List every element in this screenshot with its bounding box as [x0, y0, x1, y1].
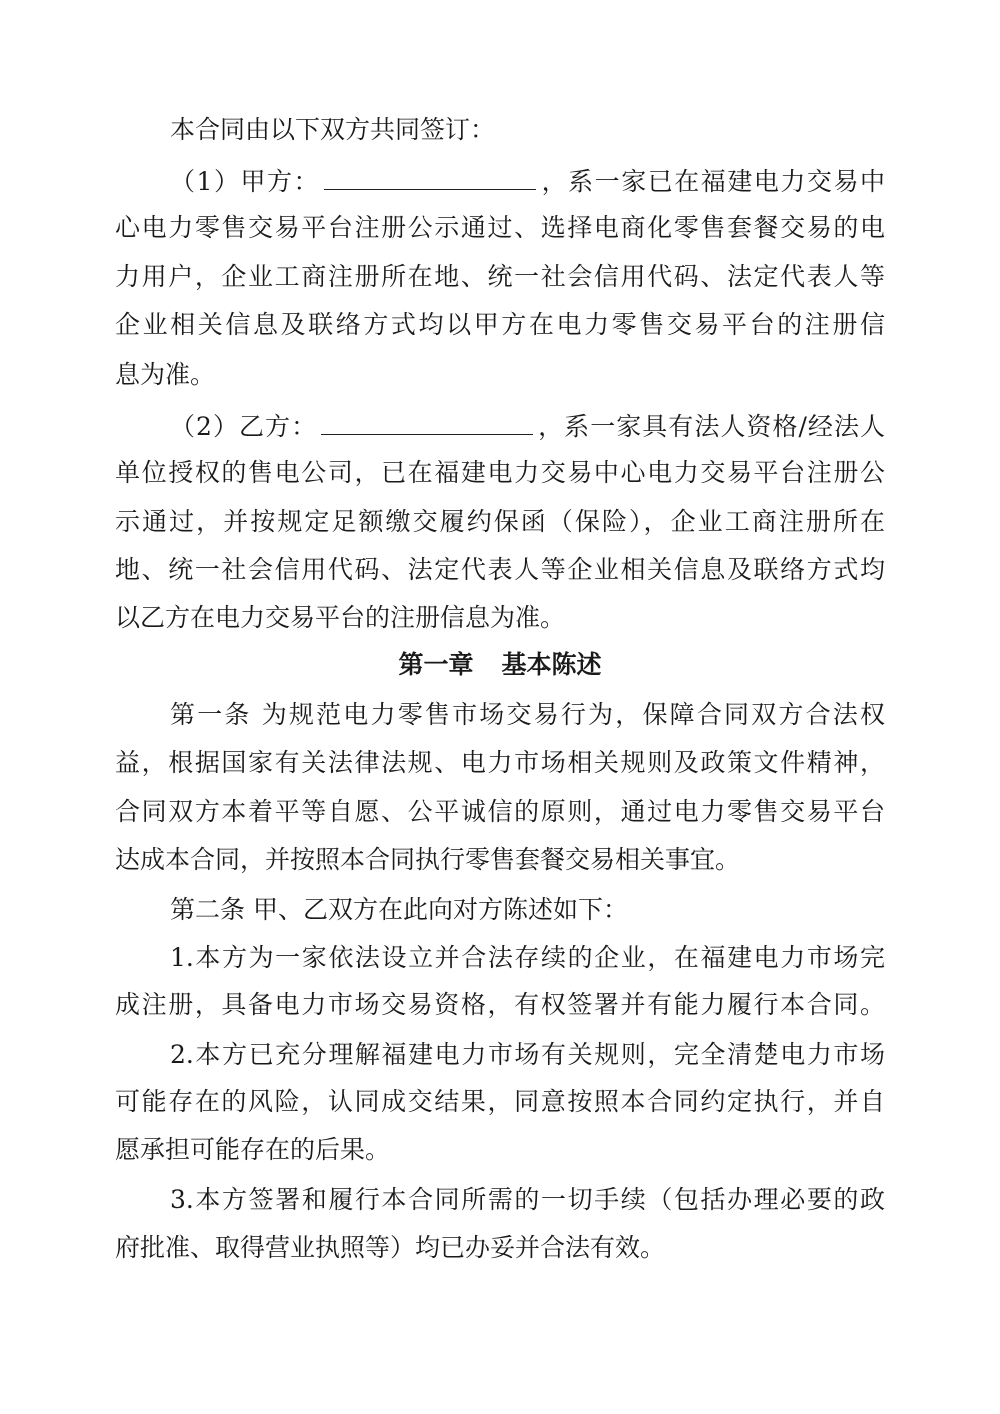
party-b-text: ，系一家具有法人资格/经法人 — [537, 412, 885, 441]
party-b-line: 以乙方在电力交易平台的注册信息为准。 — [115, 603, 566, 632]
party-b-first-line — [170, 410, 885, 442]
party-b-line: 示通过，并按规定足额缴交履约保函（保险），企业工商注册所在 — [115, 507, 885, 536]
article-1-line: 达成本合同，并按照本合同执行零售套餐交易相关事宜。 — [115, 845, 741, 874]
party-a-text: ，系一家已在福建电力交易中 — [540, 167, 885, 196]
party-b-name-blank[interactable] — [321, 410, 533, 435]
chapter-number: 第一章 — [398, 650, 474, 679]
party-b-line: 单位授权的售电公司，已在福建电力交易中心电力交易平台注册公 — [115, 458, 885, 487]
party-b-line: 地、统一社会信用代码、法定代表人等企业相关信息及联络方式均 — [115, 555, 885, 584]
party-a-line: 心电力零售交易平台注册公示通过、选择电商化零售套餐交易的电 — [115, 213, 885, 242]
item-3-line: 府批准、取得营业执照等）均已办妥并合法有效。 — [115, 1233, 666, 1262]
chapter-title: 基本陈述 — [501, 650, 602, 679]
party-a-name-blank[interactable] — [324, 165, 536, 190]
article-1-line: 第一条 为规范电力零售市场交易行为，保障合同双方合法权 — [170, 700, 885, 729]
intro-text: 本合同由以下双方共同签订： — [170, 115, 496, 144]
article-1-line: 益，根据国家有关法律法规、电力市场相关规则及政策文件精神， — [115, 748, 885, 777]
chapter-heading — [0, 650, 1000, 680]
article-1-line: 合同双方本着平等自愿、公平诚信的原则，通过电力零售交易平台 — [115, 797, 885, 826]
party-a-line: 企业相关信息及联络方式均以甲方在电力零售交易平台的注册信 — [115, 310, 885, 339]
party-a-label: （1）甲方： — [170, 167, 321, 196]
item-2-line: 可能存在的风险，认同成交结果，同意按照本合同约定执行，并自 — [115, 1087, 885, 1116]
party-a-line: 力用户，企业工商注册所在地、统一社会信用代码、法定代表人等 — [115, 262, 885, 291]
article-2-line: 第二条 甲、乙双方在此向对方陈述如下： — [170, 895, 628, 924]
item-2-line: 愿承担可能存在的后果。 — [115, 1135, 391, 1164]
item-3-line: 3.本方签署和履行本合同所需的一切手续（包括办理必要的政 — [170, 1185, 885, 1214]
party-b-label: （2）乙方： — [170, 412, 318, 441]
item-2-line: 2.本方已充分理解福建电力市场有关规则，完全清楚电力市场 — [170, 1040, 885, 1069]
party-a-line: 息为准。 — [115, 360, 216, 389]
item-1-line: 成注册，具备电力市场交易资格，有权签署并有能力履行本合同。 — [115, 990, 885, 1019]
party-a-first-line — [170, 165, 885, 197]
item-1-line: 1.本方为一家依法设立并合法存续的企业，在福建电力市场完 — [170, 943, 885, 972]
